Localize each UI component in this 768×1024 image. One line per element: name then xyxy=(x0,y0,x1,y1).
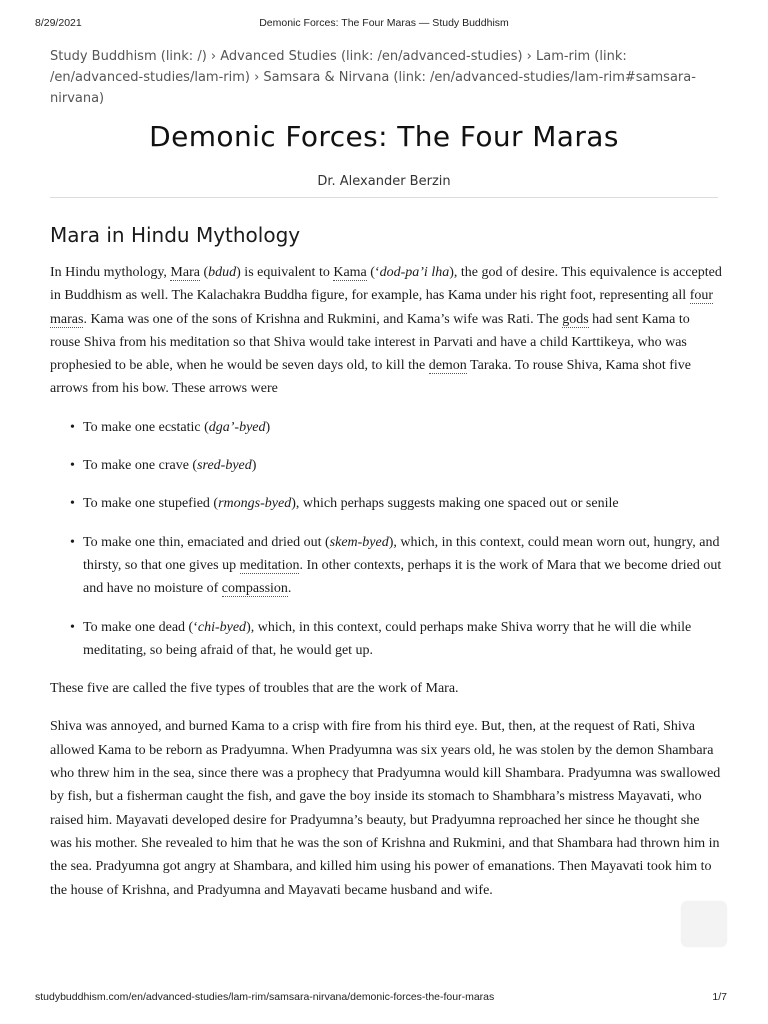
tibetan-term: sred-byed xyxy=(197,458,252,474)
text-run: ), the god of desire. This equivalence is accepted in Buddhism as well. The Kalachakra Buddha figure, for example, has Kama under his right foot, representing all xyxy=(50,265,722,304)
text-run: (‘ xyxy=(366,265,380,280)
tibetan-term: chi-byed xyxy=(197,619,247,635)
text-run: Taraka. To rouse Shiva, Kama shot five arrows from his bow. These arrows were xyxy=(50,358,692,397)
bullet-list xyxy=(50,416,722,662)
tibetan-term: dga’-byed xyxy=(208,419,266,435)
paragraph xyxy=(50,715,722,901)
text-run: ), which perhaps suggests making one spaced out or senile xyxy=(291,496,619,512)
text-run: . Kama was one of the sons of Krishna and Rukmini, and Kama’s wife was Rati. The xyxy=(83,311,563,327)
paragraph xyxy=(50,261,722,401)
text-run: To make one stupefied ( xyxy=(83,496,219,512)
article-body xyxy=(50,261,722,917)
text-run: . In other contexts, perhaps it is the work of Mara that we become dried out and have no moisture of xyxy=(83,557,722,597)
print-footer xyxy=(35,991,733,1005)
text-run: To make one dead (‘ xyxy=(83,619,198,635)
text-run: ( xyxy=(199,265,209,280)
text-run: ) is equivalent to xyxy=(236,265,334,280)
glossary-link[interactable]: Kama xyxy=(333,265,367,280)
glossary-link[interactable]: demon xyxy=(428,358,467,374)
glossary-link[interactable]: gods xyxy=(562,311,589,327)
page-title: Demonic Forces: The Four Maras xyxy=(149,120,619,153)
text-run: Shiva was annoyed, and burned Kama to a crisp with fire from his third eye. But, then, at the request of Rati, Shiva allowed Kama to be reborn as Pradyumna. When Pradyumna was six years old, he was stolen by the demon Shambara who threw him in the sea, since there was a prophecy that Pradyumna would kill Shambara. Pradyumna was swallowed by fish, but a fisherman caught the fish, and gave the boy inside its stomach to Shambhara’s mistress Mayavati, who raised him. Mayavati developed desire for Pradyumna’s beauty, but Pradyumna reproached her since he thought she was his mother. She revealed to him that he was the son of Krishna and Rukmini, and that Shambara had thrown him in the sea. Pradyumna got angry at Shambara, and killed him using his power of emanations. Then Mayavati took him to the house of Krishna, and Pradyumna and Mayavati became husband and wife. xyxy=(50,719,721,898)
text-run: . xyxy=(287,581,292,597)
text-run: ), which, in this context, could perhaps make Shiva worry that he will die while meditating, so being afraid of that, he would get up. xyxy=(83,619,692,658)
tibetan-term: dod-pa’i lha xyxy=(379,265,450,280)
text-run: ), which, in this context, could mean worn out, hungry, and thirsty, so that one gives up xyxy=(83,534,720,573)
text-run: had sent Kama to rouse Shiva from his meditation so that Shiva would take interest in Parvati and have a child Karttikeya, who was prophesied to be able, when he would be seven days old, to kill the xyxy=(50,311,690,374)
text-run: To make one ecstatic ( xyxy=(83,419,209,435)
section-heading: Mara in Hindu Mythology xyxy=(50,223,301,247)
glossary-link[interactable]: four maras xyxy=(50,288,714,327)
list-item xyxy=(50,492,722,515)
bullet-icon: • xyxy=(70,619,75,635)
bullet-icon: • xyxy=(70,419,75,435)
text-run: ) xyxy=(265,419,271,435)
breadcrumb[interactable]: Study Buddhism (link: /) › Advanced Studies (link: /en/advanced-studies) › Lam-rim (link: /en/advanced-studies/lam-rim) › Samsara & Nirvana (link: /en/advanced-studies/lam-rim#samsara-nirvana) xyxy=(50,49,696,106)
title-divider xyxy=(50,197,718,198)
list-item xyxy=(50,416,722,439)
glossary-link[interactable]: Mara xyxy=(170,265,200,280)
list-item xyxy=(50,454,722,477)
list-item xyxy=(50,531,722,601)
tibetan-term: rmongs-byed xyxy=(218,496,292,512)
bullet-icon: • xyxy=(70,458,75,474)
text-run: ) xyxy=(251,458,257,474)
text-run: To make one thin, emaciated and dried out ( xyxy=(83,534,330,550)
author-name[interactable]: Dr. Alexander Berzin xyxy=(317,174,451,189)
print-header xyxy=(35,17,733,31)
bullet-icon: • xyxy=(70,534,75,550)
scroll-to-top-button[interactable] xyxy=(682,902,726,946)
tibetan-term: skem-byed xyxy=(329,534,389,550)
text-run: In Hindu mythology, xyxy=(50,265,171,280)
tibetan-term: bdud xyxy=(208,265,237,280)
print-url: studybuddhism.com/en/advanced-studies/lam-rim/samsara-nirvana/demonic-forces-the-four-maras xyxy=(35,991,495,1003)
text-run: To make one crave ( xyxy=(83,458,198,474)
print-document-title: Demonic Forces: The Four Maras — Study Buddhism xyxy=(259,17,509,29)
text-run: These five are called the five types of troubles that are the work of Mara. xyxy=(50,681,459,697)
paragraph xyxy=(50,677,722,700)
glossary-link[interactable]: compassion xyxy=(221,581,288,597)
glossary-link[interactable]: meditation xyxy=(239,557,300,573)
page-number: 1/7 xyxy=(712,991,727,1003)
list-item xyxy=(50,616,722,663)
bullet-icon: • xyxy=(70,496,75,512)
print-date: 8/29/2021 xyxy=(35,17,82,29)
